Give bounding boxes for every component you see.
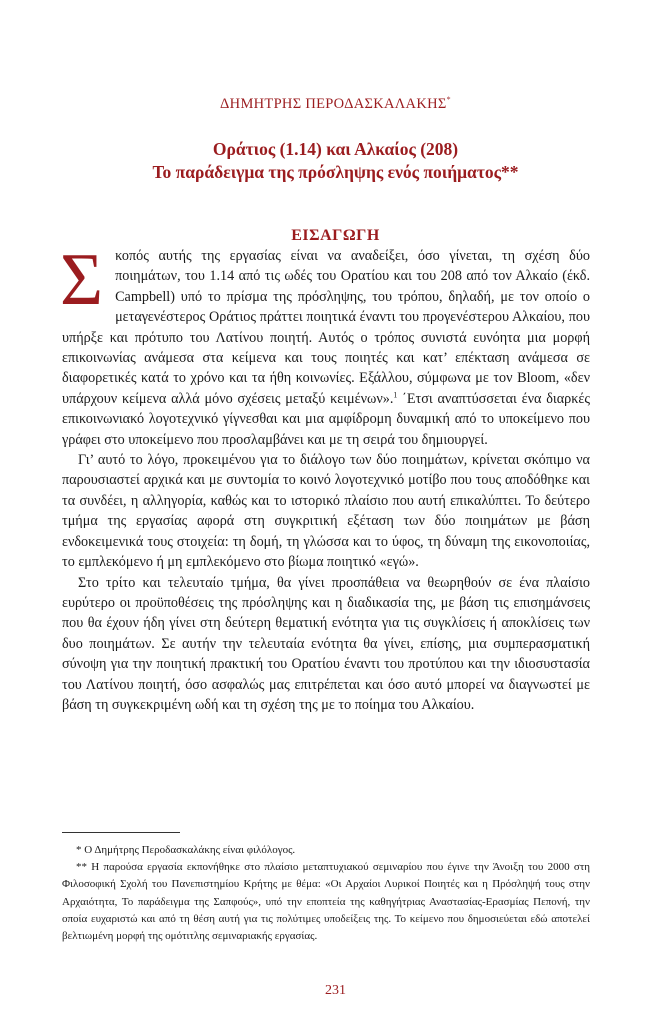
title-line-1: Οράτιος (1.14) και Αλκαίος (208) (212, 139, 459, 159)
paragraph-2: Γι’ αυτό το λόγο, προκειμένου για το διάλογο των δύο ποιημάτων, κρίνεται σκόπιμο να παρουσιαστεί αρχικά και με συντομία το κοινό λογοτεχνικό μοτίβο που τους αποδόθηκε και τα συνδέει, η αλληγορία, καθώς και το ιστορικό πλαίσιο που αυτή επικαλύπτει. Το δεύτερο τμήμα της εργασίας αφορά στη συγκριτική εξέταση των δύο ποιημάτων με βάση ενδοκειμενικά τους στοιχεία: τη δομή, τη γλώσσα και το ύφος, τη δύναμη της εικονοποιίας, το εμπλεκόμενο ή μη εμπλεκόμενο στο βίωμα ποιητικό «εγώ». (62, 452, 590, 571)
drop-cap: Σ (60, 239, 104, 321)
paragraph-1 (60, 239, 590, 450)
section-heading: ΕΙΣΑΓΩΓΗ (291, 227, 380, 244)
footnote-ref-1: 1 (393, 390, 398, 400)
footnote-paper: ** Η παρούσα εργασία εκπονήθηκε στο πλαίσιο μεταπτυχιακού σεμιναρίου που έγινε την Άνοιξη του 2000 στη Φιλοσοφική Σχολή του Πανεπιστημίου Κρήτης με θέμα: «Οι Αρχαίοι Λυρικοί Ποιητές και η Πρόσληψή τους στην Αρχαιότητα, Το παράδειγμα της Σαπφούς», υπό την εποπτεία της καθηγήτριας Αναστασίας-Ερασμίας Πεπονή, την οποία ευχαριστώ και από τη θέση αυτή για τις πολύτιμες υποδείξεις της. Το κείμενο που δημοσιεύεται εδώ αποτελεί βελτιωμένη μορφή της ομότιτλης σεμιναριακής εργασίας. (62, 861, 590, 943)
author-footnote-mark: * (446, 95, 451, 105)
author-name-text: ΔΗΜΗΤΡΗΣ ΠΕΡΟΔΑΣΚΑΛΑΚΗΣ (220, 96, 447, 112)
footnote-separator (62, 832, 180, 833)
article-title (0, 138, 671, 184)
footnote-author: * Ο Δημήτρης Περοδασκαλάκης είναι φιλόλογος. (76, 844, 296, 856)
paragraph-1-text-a: κοπός αυτής της εργασίας είναι να αναδείξει, όσο γίνεται, τη σχέση δύο ποιημάτων, του 1.14 από τις ωδές του Ορατίου και του 208 από τον Αλκαίο (έκδ. Campbell) υπό το πρίσμα της πρόσληψης, του τρόπου, δηλαδή, με τον οποίο ο μεταγενέστερος Οράτιος πράττει ποιητικά έναντι του προγενέστερου Αλκαίου, που υπήρξε και πρότυπο του Λατίνου ποιητή. Αυτός ο τρόπος συνιστά ευνόητα μια μορφή επικοινωνίας ανάμεσα στα κείμενα και τους ποιητές και κατ’ επέκταση ανάμεσα σε διαφορετικές κατά το χρόνο και τα ήθη κοινωνίες. Εξάλλου, σύμφωνα με τον Bloom, «δεν υπάρχουν κείμενα αλλά μόνο σχέσεις μεταξύ κειμένων». (62, 248, 590, 407)
footnotes (62, 842, 590, 945)
page-number: 231 (325, 983, 346, 998)
body-text (60, 239, 590, 715)
paragraph-1-text-b: ΄Ετσι αναπτύσσεται ένα διαρκές επικοινωνιακό λογοτεχνικό γίγνεσθαι και μια αμφίδρομη δυναμική από το υποκείμενο που γράφει στο υποκείμενο που προσλαμβάνει και με τη σειρά του δημιουργεί. (62, 390, 590, 448)
title-line-2: Το παράδειγμα της πρόσληψης ενός ποιήματος** (152, 162, 519, 182)
author-name (0, 96, 671, 113)
paragraph-3: Στο τρίτο και τελευταίο τμήμα, θα γίνει προσπάθεια να θεωρηθούν σε ένα πλαίσιο ευρύτερο οι προϋποθέσεις της πρόσληψης και η διαδικασία της, με βάση τις επισημάνσεις που θα έχουν ήδη γίνει στη δεύτερη θεματική ενότητα για τις συγκλίσεις ή αποκλίσεις των δυο ποιημάτων. Σε αυτήν την τελευταία ενότητα θα γίνει, επίσης, μια συμπερασματική σύνοψη για την ποιητική πρακτική του Ορατίου έναντι του προτύπου και την ιδιοσυστασία του Λατίνου ποιητή, όσο ασφαλώς μας επιτρέπεται και όσο αυτό μπορεί να διαγνωστεί με βάση τη συγκεκριμένη ωδή και τη σχέση της με το ποίημα του Αλκαίου. (62, 574, 590, 713)
